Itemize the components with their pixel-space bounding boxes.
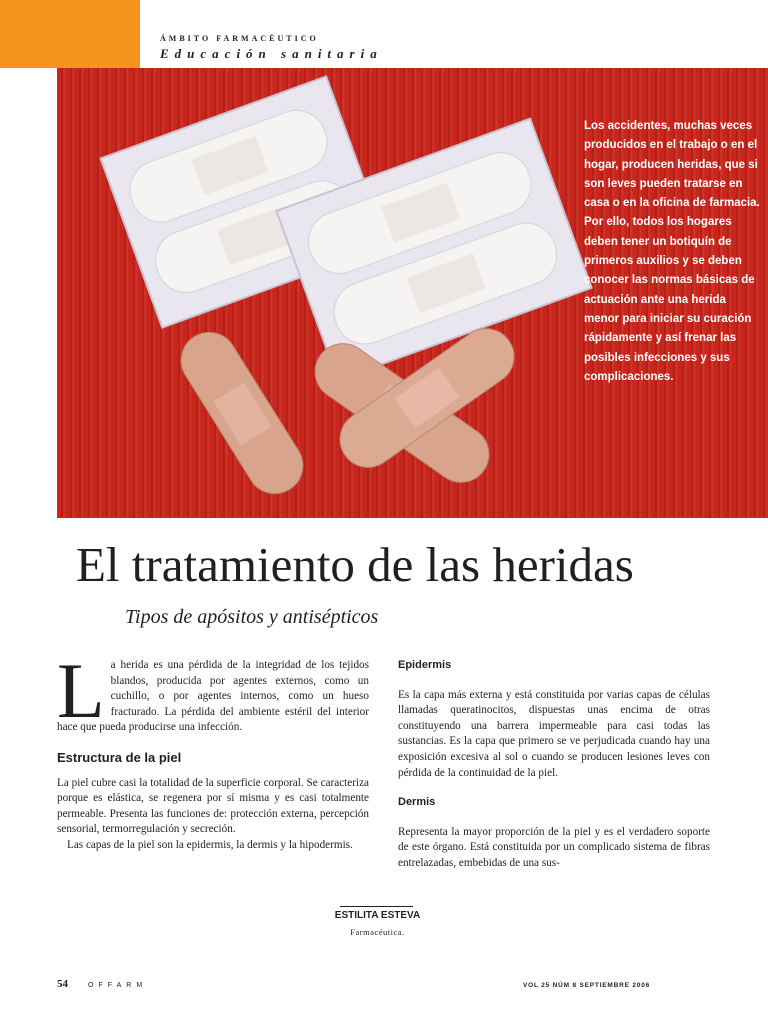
section-color-tab (0, 0, 140, 68)
section-heading-estructura: Estructura de la piel (57, 749, 182, 765)
section-name: Educación sanitaria (160, 46, 383, 61)
hero-overlay-text: Los accidentes, muchas veces producidos en el trabajo o en el hogar, producen heridas, que si son leves pueden tratarse en casa o en la oficina de farmacia. Por ello, todos los hogares deben tener un botiquín de primeros auxilios y se deben conocer las normas básicas de actuación ante una herida menor para iniciar su curación rápidamente y así frenar las posibles infecciones y sus complicaciones. (584, 120, 760, 383)
article-subtitle: Tipos de apósitos y antisépticos (125, 606, 379, 628)
author-name: ESTILITA ESTEVA (334, 910, 421, 921)
body-paragraph: Representa la mayor proporción de la piel y es el verdadero soporte de este órgano. Está constituida por un complicado sistema de fibras entrelazadas, embebidas de una sus- (398, 825, 710, 869)
intro-text: a herida es una pérdida de la integridad de los tejidos blandos, producida por agentes externos, como un cuchillo, o por agentes internos, como un hueso fracturado. La pérdida del ambiente estéril del interior hace que pueda producirse una infección. (57, 659, 369, 734)
hero-photo (57, 68, 768, 518)
column-left (57, 647, 369, 854)
body-paragraph: Es la capa más externa y está constituida por varias capas de células llamadas queratinocitos, dispuestas unas encima de otras constituyendo una barrera impermeable para casi todas las sustancias. Es la capa que primero se ve perjudicada cuando hay una exposición excesiva al sol o cuando se producen lesiones leves con pérdida de la continuidad de la piel. (398, 688, 710, 779)
journal-name: OFFARM (88, 982, 148, 989)
section-label: ÁMBITO FARMACÉUTICO (160, 34, 319, 43)
body-paragraph: Las capas de la piel son la epidermis, la dermis y la hipodermis. (67, 838, 353, 851)
article-title: El tratamiento de las heridas (76, 537, 634, 592)
author-affiliation: Farmacéutica. (350, 927, 405, 937)
intro-paragraph (57, 647, 369, 736)
body-paragraph: La piel cubre casi la totalidad de la superficie corporal. Se caracteriza porque es elástica, se regenera por sí misma y es casi totalmente permeable. Presenta las funciones de: protección externa, percepción sensorial, termorregulación y secreción. (57, 776, 369, 836)
byline-rule (340, 906, 413, 907)
page-number: 54 (57, 978, 68, 990)
issue-info: VOL 25 NÚM 8 SEPTIEMBRE 2006 (523, 982, 651, 989)
drop-cap: L (57, 647, 105, 734)
section-heading-dermis: Dermis (398, 796, 436, 809)
section-heading-epidermis: Epidermis (398, 659, 452, 671)
column-right (398, 658, 710, 872)
